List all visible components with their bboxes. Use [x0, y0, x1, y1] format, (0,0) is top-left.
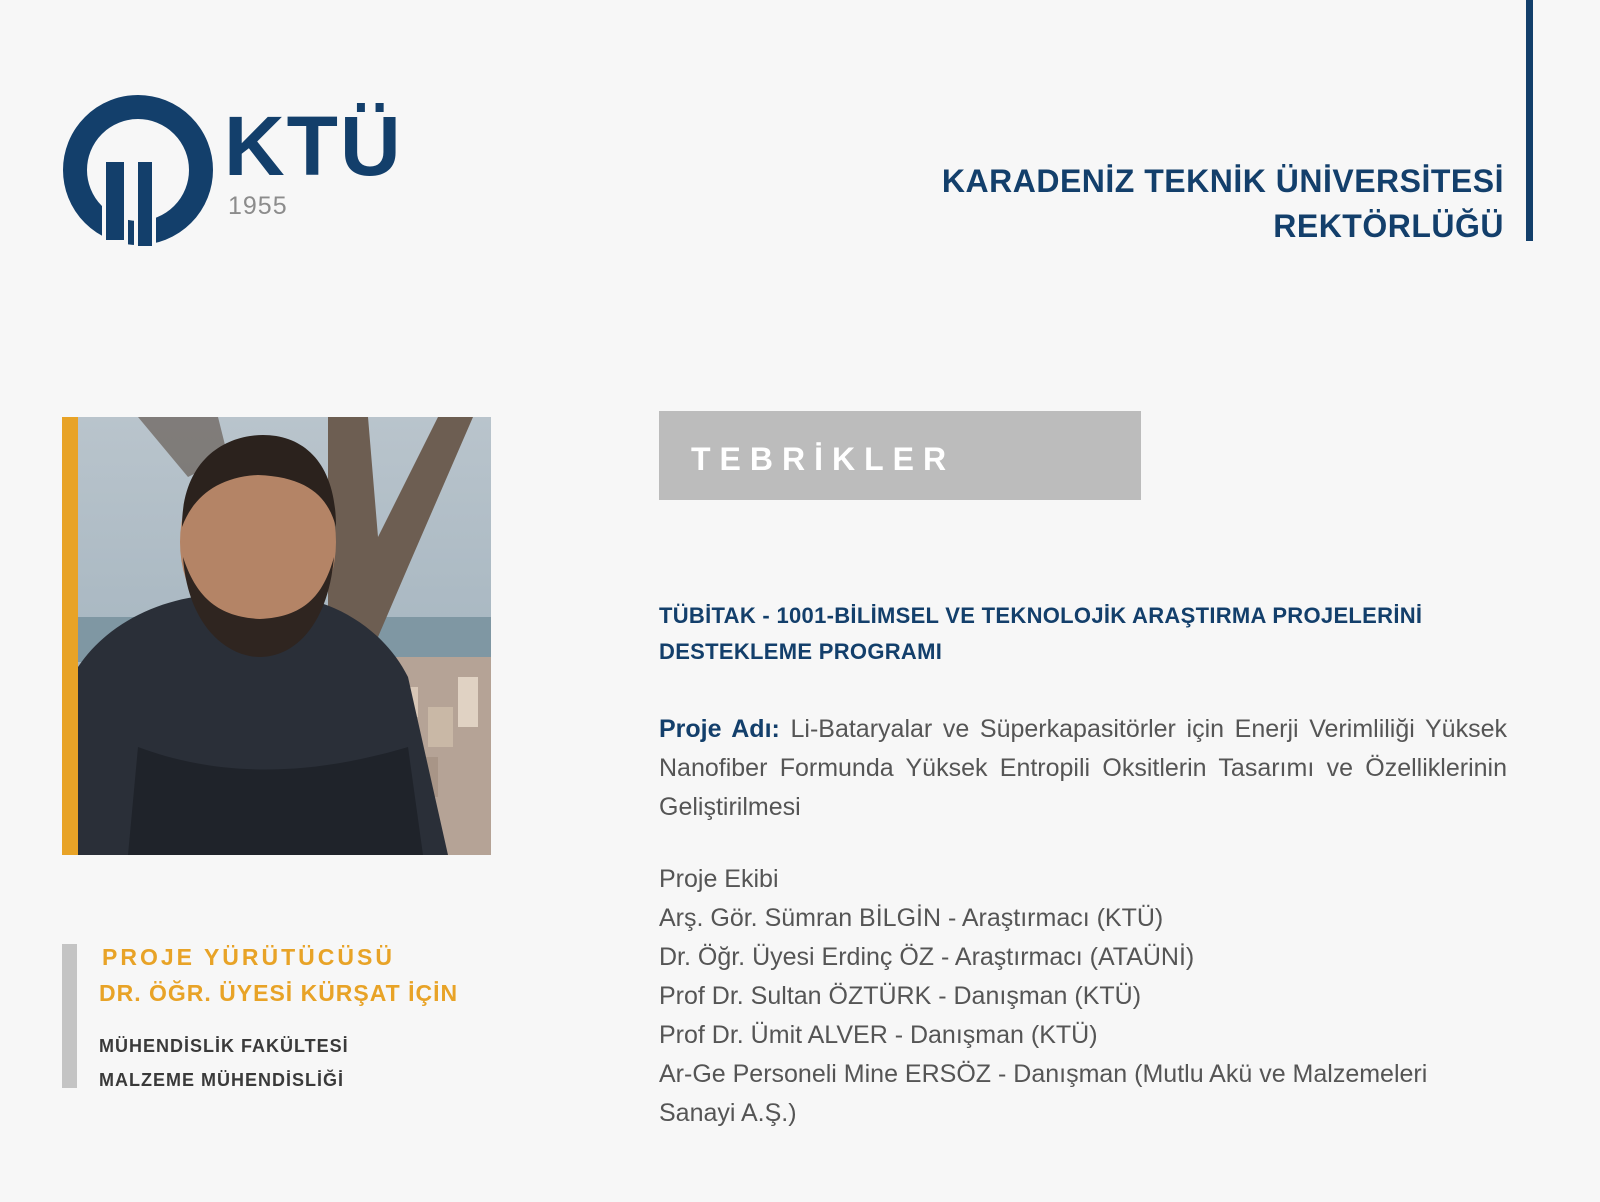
logo-year: 1955 — [228, 192, 288, 220]
project-label: Proje Adı: — [659, 715, 780, 743]
rectorate-title: REKTÖRLÜĞÜ — [1273, 208, 1504, 244]
congrats-text: TEBRİKLER — [691, 441, 956, 477]
logo-text: KTÜ — [224, 99, 403, 193]
team-member: Arş. Gör. Sümran BİLGİN - Araştırmacı (KTÜ) — [659, 904, 1164, 932]
team-member: Dr. Öğr. Üyesi Erdinç ÖZ - Araştırmacı (ATAÜNİ) — [659, 943, 1195, 971]
program-title-line2: DESTEKLEME PROGRAMI — [659, 639, 943, 664]
team-member: Prof Dr. Sultan ÖZTÜRK - Danışman (KTÜ) — [659, 982, 1142, 1010]
university-logo — [62, 92, 222, 252]
project-description — [659, 710, 1507, 827]
executor-faculty: MÜHENDİSLİK FAKÜLTESİ — [99, 1036, 349, 1056]
team-member: Prof Dr. Ümit ALVER - Danışman (KTÜ) — [659, 1021, 1098, 1049]
project-name: Li-Bataryalar ve Süperkapasitörler için Enerji Verimliliği Yüksek Nanofiber Formunda Yüksek Entropili Oksitlerin Tasarımı ve Özelliklerinin Geliştirilmesi — [659, 715, 1507, 821]
team-member: Sanayi A.Ş.) — [659, 1099, 797, 1127]
congrats-badge — [659, 411, 1141, 500]
team-member: Ar-Ge Personeli Mine ERSÖZ - Danışman (Mutlu Akü ve Malzemeleri — [659, 1060, 1428, 1088]
university-name: KARADENİZ TEKNİK ÜNİVERSİTESİ — [941, 163, 1504, 199]
info-accent-bar — [62, 944, 77, 1088]
executor-photo — [78, 417, 491, 855]
program-title-line1: TÜBİTAK - 1001-BİLİMSEL VE TEKNOLOJİK ARAŞTIRMA PROJELERİNİ — [659, 603, 1423, 628]
executor-department: MALZEME MÜHENDİSLİĞİ — [99, 1070, 344, 1090]
executor-role: PROJE YÜRÜTÜCÜSÜ — [102, 944, 395, 970]
ktu-emblem-icon — [62, 92, 222, 252]
header-accent-bar — [1526, 0, 1533, 241]
photo-accent-bar — [62, 417, 78, 855]
team-title: Proje Ekibi — [659, 865, 779, 893]
executor-name: DR. ÖĞR. ÜYESİ KÜRŞAT İÇİN — [99, 980, 459, 1006]
